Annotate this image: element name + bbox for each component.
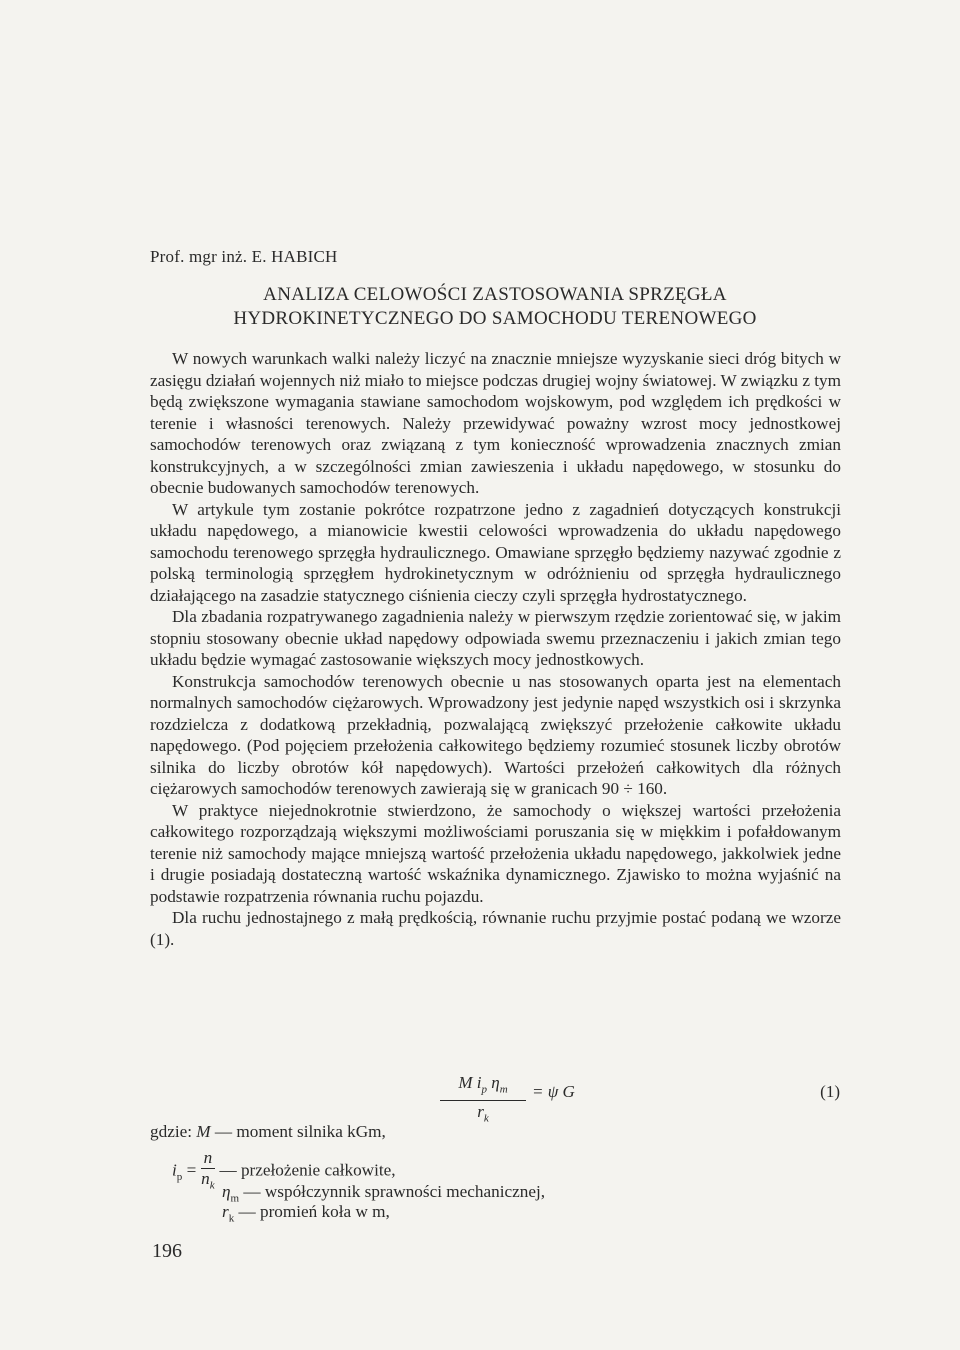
title-line-1: ANALIZA CELOWOŚCI ZASTOSOWANIA SPRZĘGŁA: [263, 284, 727, 305]
article-body: [150, 348, 841, 950]
def-text-rk: — promień koła w m,: [238, 1202, 390, 1221]
paragraph-3: Dla zbadania rozpatrywanego zagadnienia należy w pierwszym rzędzie zorientować się, w jakim stopniu stosowany obecnie układ napędowy odpowiada swemu przeznaczeniu i jakich zmian tego układu będzie wymagać zastosowanie większych mocy jednostkowych.: [150, 607, 841, 669]
def-ip-fraction: [201, 1148, 216, 1195]
def-symbol-ip-sub: p: [176, 1171, 183, 1184]
def-ip-numerator: n: [201, 1148, 216, 1169]
symbol-eta: η: [491, 1073, 500, 1092]
equation-1: [440, 1072, 840, 1125]
paragraph-5: W praktyce niejednokrotnie stwierdzono, że samochody o większej wartości przełożenia całkowitego rozporządzają większymi możliwościami poruszania się w miękkim i pofałdowanym terenie niż samochody mające mniejszą wartość przełożenia układu napędowego, jakkolwiek jedne i drugie posiadają dostateczną wartość wskaźnika dynamicznego. Zjawisko to można wyjaśnić na podstawie rozpatrzenia równania ruchu pojazdu.: [150, 800, 841, 906]
definition-rk: [222, 1202, 390, 1224]
article-title: [150, 283, 840, 331]
def-symbol-rk-sub: k: [228, 1212, 235, 1225]
def-ip-den-sub: k: [209, 1179, 215, 1192]
symbol-i-sub: p: [481, 1083, 487, 1096]
paragraph-2: W artykule tym zostanie pokrótce rozpatrzone jedno z zagadnień dotyczących konstrukcji układu napędowego, a mianowicie kwestii celowości wprowadzenia do układu napędowego samochodu terenowego sprzęgła hydraulicznego. Omawiane sprzęgło będziemy nazywać zgodnie z polską terminologią sprzęgłem hydrokinetycznym w odróżnieniu od sprzęgła hydraulicznego działającego na zasadzie statycznego ciśnienia cieczy czyli sprzęgła hydrostatycznego.: [150, 499, 841, 605]
symbol-r: r: [477, 1102, 484, 1122]
symbol-i: i: [476, 1073, 482, 1092]
paragraph-4: Konstrukcja samochodów terenowych obecnie u nas stosowanych oparta jest na elementach normalnych samochodów ciężarowych. Wprowadzony jest jedynie napęd wszystkich osi i skrzynka rozdzielcza z dodatkową przekładnią, pozwalającą zwiększyć przełożenie całkowite układu napędowego. (Pod pojęciem przełożenia całkowitego będziemy rozumieć stosunek liczby obrotów silnika do liczby obrotów kół napędowych). Wartości przełożeń całkowitych dla różnych ciężarowych samochodów terenowych zawierają się w granicach 90 ÷ 160.: [150, 671, 841, 798]
page-number: 196: [152, 1240, 182, 1262]
equation-number: (1): [820, 1082, 840, 1101]
equation-rhs: = ψ G: [532, 1082, 575, 1101]
def-symbol-M: M: [196, 1122, 211, 1141]
gdzie-label: gdzie:: [150, 1122, 192, 1141]
symbol-M: M: [458, 1073, 473, 1092]
paragraph-1: W nowych warunkach walki należy liczyć na znacznie mniejsze wyzyskanie sieci dróg bitych w zasięgu działań wojennych niż miało to miejsce podczas drugiej wojny światowej. W związku z tym będą zwiększone wymagania stawiane samochodom wojskowym, pod względem ich prędkości w terenie i własności terenowych. Należy przewidywać poważny wzrost mocy jednostkowej samochodów terenowych oraz związaną z tym konieczność wprowadzenia znacznych zmian konstrukcyjnych, a w szczególności zmian zawieszenia i układu napędowego, w stosunku do obecnie budowanych samochodów terenowych.: [150, 349, 841, 497]
def-symbol-eta: η: [222, 1182, 231, 1201]
def-text-M: — moment silnika kGm,: [214, 1122, 386, 1141]
paragraph-6: Dla ruchu jednostajnego z małą prędkością, równanie ruchu przyjmie postać podaną we wzorze (1).: [150, 908, 841, 949]
definition-M: [150, 1122, 386, 1142]
def-text-ip: — przełożenie całkowite,: [219, 1160, 396, 1180]
def-text-eta: — współczynnik sprawności mechanicznej,: [243, 1182, 546, 1201]
def-symbol-rk: r: [222, 1202, 229, 1221]
def-symbol-ip: i: [172, 1160, 177, 1180]
symbol-r-sub: k: [483, 1112, 489, 1125]
def-ip-denominator: [201, 1169, 216, 1195]
equation-numerator: [440, 1072, 526, 1101]
author-line: Prof. mgr inż. E. HABICH: [150, 247, 338, 266]
title-line-2: HYDROKINETYCZNEGO DO SAMOCHODU TERENOWEGO: [233, 308, 757, 329]
equation-denominator: [440, 1101, 526, 1129]
def-symbol-eta-sub: m: [230, 1192, 240, 1205]
def-ip-equals: =: [186, 1160, 197, 1180]
equation-fraction: [440, 1072, 526, 1130]
def-ip-den-n: n: [201, 1169, 210, 1188]
symbol-eta-sub: m: [499, 1083, 508, 1096]
